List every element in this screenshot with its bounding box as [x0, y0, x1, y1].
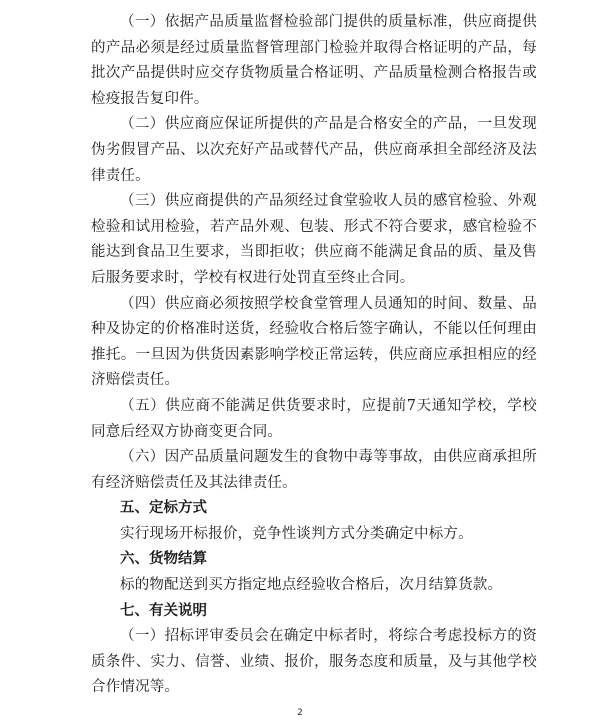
section-6-text: 标的物配送到买方指定地点经验收合格后，次月结算货款。 [120, 577, 503, 594]
section-5-heading: 五、定标方式 [120, 500, 207, 517]
clause-5-paragraph: （五）供应商不能满足供货要求时，应提前7天通知学校，学校同意后经双方协商变更合同。 [91, 397, 537, 440]
document-body [91, 10, 537, 701]
clause-2-paragraph: （二）供应商应保证所提供的产品是合格安全的产品，一旦发现伪劣假冒产品、以次充好产品或替代产品，供应商承担全部经济及法律责任。 [91, 116, 537, 184]
section-7-text: （一）招标评审委员会在确定中标者时，将综合考虑投标方的资质条件、实力、信誉、业绩、报价，服务态度和质量，及与其他学校合作情况等。 [91, 628, 537, 696]
section-7-heading: 七、有关说明 [120, 602, 207, 619]
clause-4-paragraph: （四）供应商必须按照学校食堂管理人员通知的时间、数量、品种及协定的价格准时送货，经验收合格后签字确认，不能以任何理由推托。一旦因为供货因素影响学校正常运转，供应商应承担相应的经济赔偿责任。 [91, 295, 537, 389]
clause-6-paragraph: （六）因产品质量问题发生的食物中毒等事故，由供应商承担所有经济赔偿责任及其法律责任。 [91, 449, 537, 491]
section-6-heading: 六、货物结算 [120, 551, 207, 568]
clause-1-paragraph: （一）依据产品质量监督检验部门提供的质量标准，供应商提供的产品必须是经过质量监督管理部门检验并取得合格证明的产品，每批次产品提供时应交存货物质量合格证明、产品质量检测合格报告或检疫报告复印件。 [91, 14, 537, 107]
section-5-text: 实行现场开标报价，竞争性谈判方式分类确定中标方。 [120, 525, 473, 542]
page-number: 2 [297, 708, 303, 718]
clause-3-paragraph: （三）供应商提供的产品须经过食堂验收人员的感官检验、外观检验和试用检验，若产品外观、包装、形式不符合要求，感官检验不能达到食品卫生要求，当即拒收；供应商不能满足食品的质、量及售后服务要求时，学校有权进行处罚直至终止合同。 [91, 193, 537, 286]
